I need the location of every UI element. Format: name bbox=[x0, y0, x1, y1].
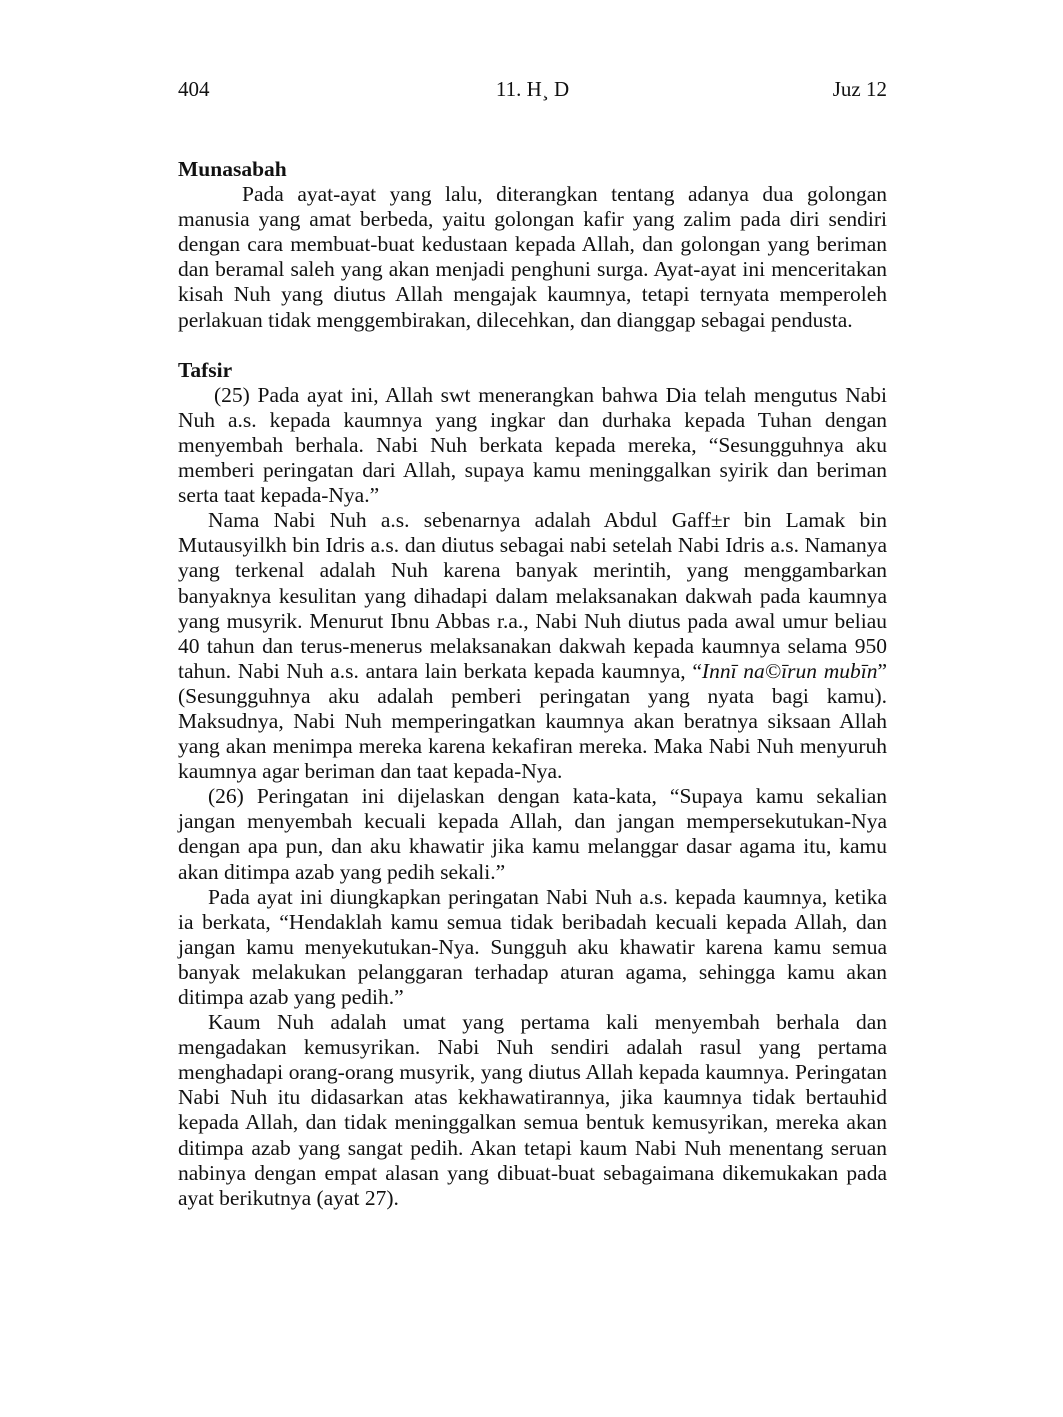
tafsir-paragraph-26: (26) Peringatan ini dijelaskan dengan kata-kata, “Supaya kamu sekalian jangan menyembah kecuali kepada Allah, dan jangan mempersekutukan-Nya dengan apa pun, dan aku khawatir jika kamu melanggar dasar agama itu, kamu akan ditimpa azab yang pedih sekali.” bbox=[178, 784, 887, 884]
paragraph-text-part: Nama Nabi Nuh a.s. sebenarnya adalah Abdul Gaff±r bin Lamak bin Mutausyilkh bin Idris a.s. dan diutus sebagai nabi setelah Nabi Idris a.s. Namanya yang terkenal adalah Nuh karena banyak merintih, yang menggambarkan banyaknya kesulitan yang dihadapi dalam melaksanakan dakwah pada kaumnya yang musyrik. Menurut Ibnu Abbas r.a., Nabi Nuh diutus pada awal umur beliau 40 tahun dan terus-menerus melaksanakan dakwah kepada kaumnya selama 950 tahun. Nabi Nuh a.s. antara lain berkata kepada kaumnya, “ bbox=[178, 508, 887, 683]
tafsir-paragraph-kaum-nuh: Kaum Nuh adalah umat yang pertama kali menyembah berhala dan mengadakan kemusyrikan. Nabi Nuh sendiri adalah rasul yang pertama menghadapi orang-orang musyrik, yang diutus Allah kepada kaumnya. Peringatan Nabi Nuh itu didasarkan atas kekhawatirannya, jika kaumnya tidak bertauhid kepada Allah, dan tidak meninggalkan semua bentuk kemusyrikan, mereka akan ditimpa azab yang sangat pedih. Akan tetapi kaum Nabi Nuh menentang seruan nabinya dengan empat alasan yang dibuat-buat sebagaimana dikemukakan pada ayat berikutnya (ayat 27). bbox=[178, 1010, 887, 1210]
tafsir-paragraph-25: (25) Pada ayat ini, Allah swt menerangkan bahwa Dia telah mengutus Nabi Nuh a.s. kepada kaumnya yang ingkar dan durhaka kepada Tuhan dengan menyembah berhala. Nabi Nuh berkata kepada mereka, “Sesungguhnya aku memberi peringatan dari Allah, supaya kamu meninggalkan syirik dan beriman serta taat kepada-Nya.” bbox=[178, 382, 887, 508]
tafsir-paragraph-nama-nuh bbox=[178, 508, 887, 784]
munasabah-paragraph: Pada ayat-ayat yang lalu, diterangkan tentang adanya dua golongan manusia yang amat berbeda, yaitu golongan kafir yang zalim pada diri sendiri dengan cara membuat-buat kedustaan kepada Allah, dan golongan yang beriman dan beramal saleh yang akan menjadi penghuni surga. Ayat-ayat ini menceritakan kisah Nuh yang diutus Allah mengajak kaumnya, tetapi ternyata memperoleh perlakuan tidak menggembirakan, dilecehkan, dan dianggap sebagai pendusta. bbox=[178, 182, 887, 332]
munasabah-heading: Munasabah bbox=[178, 157, 287, 181]
tafsir-heading: Tafsir bbox=[178, 357, 233, 382]
page-body bbox=[178, 157, 887, 1211]
juz-label: Juz 12 bbox=[832, 77, 887, 101]
chapter-title: 11. H¸ D bbox=[495, 77, 570, 101]
paragraph-text-part: ” (Sesungguhnya aku adalah pemberi peringatan yang nyata bagi kamu). Maksudnya, Nabi Nuh memperingatkan kaumnya akan beratnya siksaan Allah yang akan menimpa mereka karena kekafiran mereka. Maka Nabi Nuh menyuruh kaumnya agar beriman dan taat kepada-Nya. bbox=[178, 658, 887, 784]
tafsir-paragraph-peringatan: Pada ayat ini diungkapkan peringatan Nabi Nuh a.s. kepada kaumnya, ketika ia berkata, “Hendaklah kamu semua tidak beribadah kecuali kepada Allah, dan jangan kamu menyekutukan-Nya. Sungguh aku khawatir karena kamu semua banyak melakukan pelanggaran terhadap aturan agama, sehingga kamu akan ditimpa azab yang pedih.” bbox=[178, 884, 887, 1009]
page-header bbox=[178, 76, 887, 102]
section-gap bbox=[178, 333, 887, 358]
arabic-transliteration: Innī na©īrun mubīn bbox=[701, 658, 878, 683]
page-number: 404 bbox=[178, 77, 210, 101]
